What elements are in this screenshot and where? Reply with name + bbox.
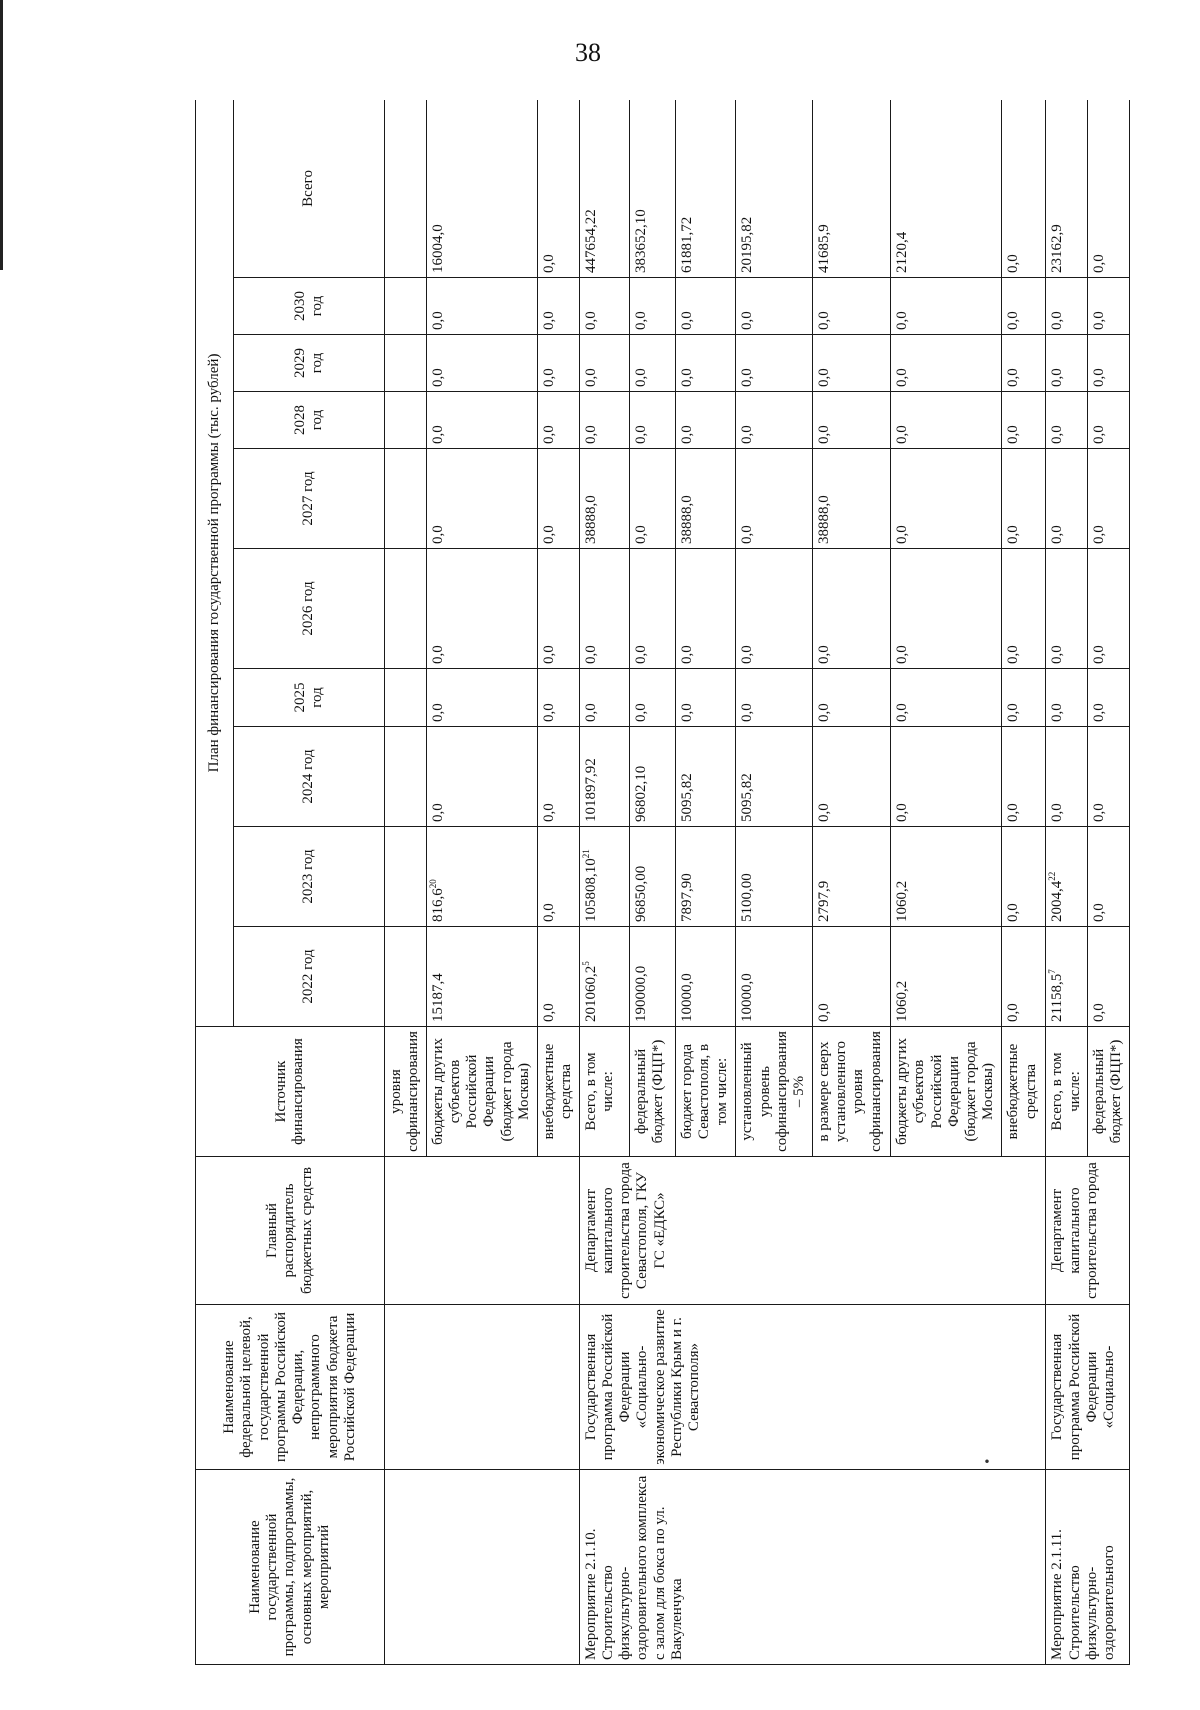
cell-value: 0,0 <box>1091 1003 1108 1022</box>
year-value-cell <box>629 449 675 549</box>
cell-value: 15187,4 <box>429 973 446 1022</box>
total-value-cell <box>629 100 675 278</box>
total-value-cell <box>1002 100 1046 278</box>
total-value-cell <box>736 100 812 278</box>
header-row-top <box>196 100 234 1665</box>
cell-value: 0,0 <box>1091 645 1108 664</box>
cell-value: 38888,0 <box>679 495 696 544</box>
year-value-cell <box>385 549 427 669</box>
year-value-cell <box>1002 549 1046 669</box>
year-value-cell <box>629 669 675 727</box>
year-value-cell <box>1002 669 1046 727</box>
header-year: 2030 год <box>234 278 385 335</box>
year-value-cell <box>1046 669 1088 727</box>
cell-value: 5100,00 <box>739 873 756 922</box>
cell-value: 0,0 <box>1091 803 1108 822</box>
year-value-cell <box>736 392 812 449</box>
cell-value: 5095,82 <box>679 773 696 822</box>
year-value-cell <box>1046 549 1088 669</box>
year-value-cell <box>537 927 579 1027</box>
year-value-cell <box>426 827 537 927</box>
year-value-cell <box>1002 927 1046 1027</box>
cell-value: 21158,5 <box>1049 973 1066 1022</box>
cell-value: 0,0 <box>632 645 649 664</box>
year-value-cell <box>1046 278 1088 335</box>
program-name-cell: Мероприятие 2.1.11. Строительство физкультурно-оздоровительного <box>1046 1470 1130 1665</box>
cell-value: 0,0 <box>739 425 756 444</box>
cell-value: 0,0 <box>1005 1003 1022 1022</box>
year-value-cell <box>676 927 736 1027</box>
year-value-cell <box>537 827 579 927</box>
cell-value: 0,0 <box>540 311 557 330</box>
year-value-cell <box>812 669 890 727</box>
year-value-cell <box>579 449 629 549</box>
year-value-cell <box>676 549 736 669</box>
cell-value: 0,0 <box>1005 311 1022 330</box>
year-value-cell <box>385 727 427 827</box>
year-value-cell <box>579 392 629 449</box>
cell-value: 0,0 <box>429 525 446 544</box>
header-budget-manager: Главный распорядитель бюджетных средств <box>196 1157 385 1305</box>
federal-program-cell: Государственная программа Российской Федерации «Социально- <box>1046 1305 1130 1470</box>
cell-value: 0,0 <box>815 803 832 822</box>
year-value-cell <box>1088 669 1130 727</box>
footnote-marker: 22 <box>1047 871 1058 881</box>
year-value-cell <box>426 727 537 827</box>
cell-value: 0,0 <box>1049 645 1066 664</box>
table-row <box>579 100 629 1665</box>
cell-value: 0,0 <box>1049 703 1066 722</box>
cell-value: 190000,0 <box>632 965 649 1022</box>
year-value-cell <box>891 335 1002 392</box>
year-value-cell <box>1088 827 1130 927</box>
cell-value: 0,0 <box>582 368 599 387</box>
cell-value: 23162,9 <box>1049 224 1066 273</box>
cell-value: 20195,82 <box>739 216 756 273</box>
year-value-cell <box>537 392 579 449</box>
cell-value: 0,0 <box>1091 903 1108 922</box>
header-year: 2027 год <box>234 449 385 549</box>
header-plan-title: План финансирования государственной программы (тыс. рублей) <box>196 100 234 1027</box>
cell-value: 0,0 <box>1049 803 1066 822</box>
year-value-cell <box>629 927 675 1027</box>
cell-value: 0,0 <box>815 1003 832 1022</box>
year-value-cell <box>736 335 812 392</box>
cell-value: 2004,4 <box>1049 880 1066 922</box>
header-federal-program: Наименование федеральной целевой, государственной программы Российской Федерации, непрограммного мероприятия бюджета Российской Федерации <box>196 1305 385 1470</box>
year-value-cell <box>629 335 675 392</box>
cell-value: 5095,82 <box>739 773 756 822</box>
cell-value: 0,0 <box>739 645 756 664</box>
cell-value: 383652,10 <box>632 209 649 273</box>
cell-value: 0,0 <box>894 645 911 664</box>
funding-source-cell: внебюджетные средства <box>1002 1027 1046 1157</box>
header-total: Всего <box>234 100 385 278</box>
year-value-cell <box>579 278 629 335</box>
year-value-cell <box>629 278 675 335</box>
cell-value: 38888,0 <box>582 495 599 544</box>
cell-value: 201060,2 <box>582 965 599 1022</box>
year-value-cell <box>426 335 537 392</box>
year-value-cell <box>385 449 427 549</box>
year-value-cell <box>676 335 736 392</box>
total-value-cell <box>891 100 1002 278</box>
year-value-cell <box>1002 727 1046 827</box>
year-value-cell <box>537 278 579 335</box>
year-value-cell <box>676 727 736 827</box>
year-value-cell <box>891 669 1002 727</box>
year-value-cell <box>812 278 890 335</box>
year-value-cell <box>812 549 890 669</box>
year-value-cell <box>385 335 427 392</box>
year-value-cell <box>1088 449 1130 549</box>
year-value-cell <box>385 392 427 449</box>
cell-value: 0,0 <box>1049 368 1066 387</box>
cell-value: 0,0 <box>1091 311 1108 330</box>
cell-value: 0,0 <box>1091 368 1108 387</box>
cell-value: 0,0 <box>739 525 756 544</box>
cell-value: 0,0 <box>540 903 557 922</box>
cell-value: 0,0 <box>1091 425 1108 444</box>
year-value-cell <box>736 827 812 927</box>
header-year: 2023 год <box>234 827 385 927</box>
total-value-cell <box>1088 100 1130 278</box>
cell-value: 96802,10 <box>632 765 649 822</box>
year-value-cell <box>736 669 812 727</box>
budget-manager-cell: Департамент капитального строительства города Севастополя, ГКУ ГС «ЕДКС» <box>579 1157 1046 1305</box>
cell-value: 0,0 <box>540 803 557 822</box>
cell-value: 0,0 <box>429 311 446 330</box>
cell-value: 1060,2 <box>894 880 911 922</box>
year-value-cell <box>579 827 629 927</box>
total-value-cell <box>1046 100 1088 278</box>
cell-value: 0,0 <box>894 525 911 544</box>
header-program: Наименование государственной программы, подпрограммы, основных мероприятий, мероприятий <box>196 1470 385 1665</box>
header-year: 2029 год <box>234 335 385 392</box>
year-value-cell <box>1088 549 1130 669</box>
cell-value: 0,0 <box>1005 903 1022 922</box>
cell-value: 0,0 <box>679 703 696 722</box>
cell-value: 0,0 <box>540 525 557 544</box>
cell-value: 2120,4 <box>894 231 911 273</box>
scan-speck: · <box>982 1445 992 1478</box>
footnote-marker: 5 <box>580 961 591 966</box>
year-value-cell <box>537 449 579 549</box>
year-value-cell <box>1046 392 1088 449</box>
cell-value: 0,0 <box>582 645 599 664</box>
year-value-cell <box>579 669 629 727</box>
year-value-cell <box>579 335 629 392</box>
cell-value: 0,0 <box>582 703 599 722</box>
year-value-cell <box>812 335 890 392</box>
footnote-marker: 7 <box>1047 969 1058 974</box>
cell-value: 0,0 <box>1005 645 1022 664</box>
year-value-cell <box>676 449 736 549</box>
cell-value: 0,0 <box>540 1003 557 1022</box>
year-value-cell <box>891 727 1002 827</box>
cell-value: 0,0 <box>1005 425 1022 444</box>
year-value-cell <box>426 927 537 1027</box>
cell-value: 0,0 <box>1005 368 1022 387</box>
header-year: 2025 год <box>234 669 385 727</box>
year-value-cell <box>1002 827 1046 927</box>
funding-source-cell: Всего, в том числе: <box>1046 1027 1088 1157</box>
cell-value: 0,0 <box>632 311 649 330</box>
year-value-cell <box>1088 927 1130 1027</box>
cell-value: 0,0 <box>815 311 832 330</box>
total-value-cell <box>579 100 629 278</box>
cell-value: 0,0 <box>815 368 832 387</box>
year-value-cell <box>579 927 629 1027</box>
year-value-cell <box>385 278 427 335</box>
year-value-cell <box>891 392 1002 449</box>
cell-value: 0,0 <box>540 368 557 387</box>
year-value-cell <box>1002 278 1046 335</box>
year-value-cell <box>579 549 629 669</box>
year-value-cell <box>629 392 675 449</box>
year-value-cell <box>812 727 890 827</box>
year-value-cell <box>629 827 675 927</box>
total-value-cell <box>812 100 890 278</box>
cell-value: 0,0 <box>1091 525 1108 544</box>
funding-source-cell: бюджет города Севастополя, в том числе: <box>676 1027 736 1157</box>
funding-source-cell: в размере сверх установленного уровня софинансирования <box>812 1027 890 1157</box>
funding-source-cell: установленный уровень софинансирования – 5% <box>736 1027 812 1157</box>
cell-value: 0,0 <box>1005 703 1022 722</box>
federal-program-cell: Государственная программа Российской Федерации «Социально-экономическое развитие Республики Крым и г. Севастополя» <box>579 1305 1046 1470</box>
year-value-cell <box>736 727 812 827</box>
year-value-cell <box>891 278 1002 335</box>
cell-value: 0,0 <box>1049 525 1066 544</box>
year-value-cell <box>1002 392 1046 449</box>
year-value-cell <box>579 727 629 827</box>
year-value-cell <box>1088 727 1130 827</box>
year-value-cell <box>426 669 537 727</box>
total-value-cell <box>426 100 537 278</box>
cell-value: 0,0 <box>429 803 446 822</box>
year-value-cell <box>736 278 812 335</box>
cell-value: 0,0 <box>679 311 696 330</box>
scan-edge-mark <box>0 0 3 270</box>
year-value-cell <box>812 827 890 927</box>
cell-value: 0,0 <box>429 645 446 664</box>
cell-value: 0,0 <box>894 703 911 722</box>
year-value-cell <box>1046 827 1088 927</box>
year-value-cell <box>812 392 890 449</box>
header-year: 2026 год <box>234 549 385 669</box>
total-value-cell <box>537 100 579 278</box>
cell-value: 105808,10 <box>582 858 599 922</box>
cell-value: 10000,0 <box>679 973 696 1022</box>
cell-value: 0,0 <box>582 311 599 330</box>
cell-value: 0,0 <box>739 368 756 387</box>
program-name-cell <box>385 1470 580 1665</box>
year-value-cell <box>426 278 537 335</box>
cell-value: 0,0 <box>1091 703 1108 722</box>
cell-value: 0,0 <box>894 311 911 330</box>
funding-source-cell: федеральный бюджет (ФЦП*) <box>1088 1027 1130 1157</box>
year-value-cell <box>1046 335 1088 392</box>
funding-source-cell: федеральный бюджет (ФЦП*) <box>629 1027 675 1157</box>
funding-source-cell: бюджеты других субъектов Российской Федерации (бюджет города Москвы) <box>426 1027 537 1157</box>
cell-value: 0,0 <box>429 368 446 387</box>
year-value-cell <box>736 449 812 549</box>
cell-value: 0,0 <box>815 645 832 664</box>
cell-value: 816,6 <box>429 888 446 922</box>
cell-value: 2797,9 <box>815 880 832 922</box>
year-value-cell <box>629 549 675 669</box>
year-value-cell <box>891 927 1002 1027</box>
table-rotated-container <box>195 100 1130 1665</box>
cell-value: 96850,00 <box>632 865 649 922</box>
cell-value: 38888,0 <box>815 495 832 544</box>
cell-value: 1060,2 <box>894 980 911 1022</box>
cell-value: 101897,92 <box>582 758 599 822</box>
year-value-cell <box>736 927 812 1027</box>
cell-value: 0,0 <box>632 368 649 387</box>
cell-value: 0,0 <box>1049 425 1066 444</box>
year-value-cell <box>426 449 537 549</box>
cell-value: 0,0 <box>679 645 696 664</box>
cell-value: 0,0 <box>540 425 557 444</box>
header-year: 2028 год <box>234 392 385 449</box>
year-value-cell <box>676 827 736 927</box>
cell-value: 0,0 <box>632 525 649 544</box>
cell-value: 0,0 <box>894 803 911 822</box>
cell-value: 447654,22 <box>582 209 599 273</box>
year-value-cell <box>1002 335 1046 392</box>
year-value-cell <box>736 549 812 669</box>
funding-source-cell: уровня софинансирования <box>385 1027 427 1157</box>
federal-program-cell <box>385 1305 580 1470</box>
year-value-cell <box>385 927 427 1027</box>
cell-value: 0,0 <box>739 703 756 722</box>
year-value-cell <box>676 669 736 727</box>
cell-value: 61881,72 <box>679 216 696 273</box>
cell-value: 10000,0 <box>739 973 756 1022</box>
year-value-cell <box>629 727 675 827</box>
cell-value: 0,0 <box>894 368 911 387</box>
cell-value: 7897,90 <box>679 873 696 922</box>
cell-value: 0,0 <box>1005 525 1022 544</box>
cell-value: 0,0 <box>679 425 696 444</box>
cell-value: 0,0 <box>1049 311 1066 330</box>
cell-value: 41685,9 <box>815 224 832 273</box>
year-value-cell <box>1046 927 1088 1027</box>
year-value-cell <box>1088 278 1130 335</box>
cell-value: 0,0 <box>429 703 446 722</box>
year-value-cell <box>1046 449 1088 549</box>
funding-source-cell: бюджеты других субъектов Российской Федерации (бюджет города Москвы) <box>891 1027 1002 1157</box>
year-value-cell <box>891 827 1002 927</box>
page-number: 38 <box>575 38 601 67</box>
financing-table <box>195 100 1130 1665</box>
cell-value: 0,0 <box>632 425 649 444</box>
funding-source-cell: Всего, в том числе: <box>579 1027 629 1157</box>
year-value-cell <box>537 335 579 392</box>
year-value-cell <box>812 927 890 1027</box>
cell-value: 0,0 <box>1091 254 1108 273</box>
year-value-cell <box>891 549 1002 669</box>
cell-value: 0,0 <box>540 703 557 722</box>
cell-value: 0,0 <box>739 311 756 330</box>
table-row <box>385 100 427 1665</box>
year-value-cell <box>1002 449 1046 549</box>
year-value-cell <box>537 669 579 727</box>
year-value-cell <box>385 827 427 927</box>
cell-value: 0,0 <box>632 703 649 722</box>
funding-source-cell: внебюджетные средства <box>537 1027 579 1157</box>
header-year: 2022 год <box>234 927 385 1027</box>
year-value-cell <box>676 392 736 449</box>
year-value-cell <box>537 549 579 669</box>
cell-value: 0,0 <box>894 425 911 444</box>
header-year: 2024 год <box>234 727 385 827</box>
cell-value: 0,0 <box>1005 254 1022 273</box>
cell-value: 0,0 <box>815 425 832 444</box>
total-value-cell <box>385 100 427 278</box>
year-value-cell <box>891 449 1002 549</box>
footnote-marker: 20 <box>427 879 438 889</box>
cell-value: 0,0 <box>429 425 446 444</box>
footnote-marker: 21 <box>580 849 591 859</box>
cell-value: 0,0 <box>540 645 557 664</box>
cell-value: 0,0 <box>540 254 557 273</box>
year-value-cell <box>1088 335 1130 392</box>
year-value-cell <box>1088 392 1130 449</box>
cell-value: 0,0 <box>1005 803 1022 822</box>
budget-manager-cell <box>385 1157 580 1305</box>
cell-value: 16004,0 <box>429 224 446 273</box>
year-value-cell <box>426 392 537 449</box>
year-value-cell <box>1046 727 1088 827</box>
header-funding-source: Источник финансирования <box>196 1027 385 1157</box>
program-name-cell: Мероприятие 2.1.10. Строительство физкультурно-оздоровительного комплекса с залом для бокса по ул. Вакуленчука <box>579 1470 1046 1665</box>
cell-value: 0,0 <box>582 425 599 444</box>
year-value-cell <box>426 549 537 669</box>
budget-manager-cell: Департамент капитального строительства города <box>1046 1157 1130 1305</box>
year-value-cell <box>537 727 579 827</box>
table-row <box>1046 100 1088 1665</box>
cell-value: 0,0 <box>815 703 832 722</box>
cell-value: 0,0 <box>679 368 696 387</box>
total-value-cell <box>676 100 736 278</box>
year-value-cell <box>385 669 427 727</box>
year-value-cell <box>676 278 736 335</box>
year-value-cell <box>812 449 890 549</box>
